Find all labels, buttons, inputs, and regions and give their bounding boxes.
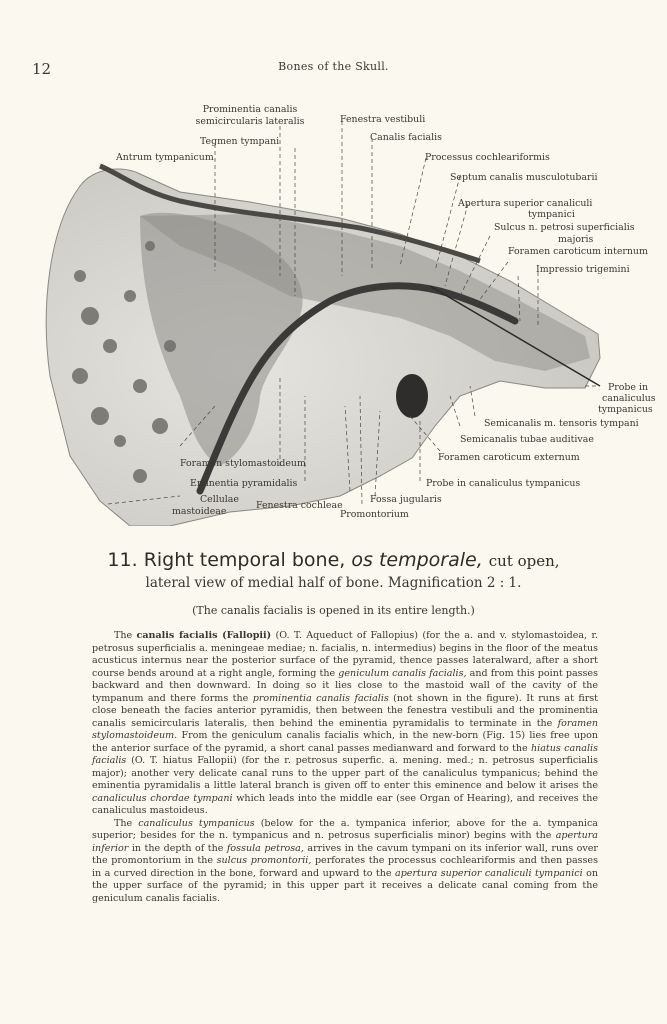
label-semicanalis-tubae: Semicanalis tubae auditivae: [460, 434, 594, 445]
label-semicanalis-m: Semicanalis m. tensoris tympani: [484, 418, 639, 429]
label-probe-canaliculus: Probe in canaliculus tympanicus: [426, 478, 581, 489]
running-header: Bones of the Skull.: [278, 60, 389, 73]
label-canalis-facialis: Canalis facialis: [370, 132, 442, 143]
label-prominentia-1: Prominentia canalis: [202, 104, 298, 115]
label-promontorium: Promontorium: [340, 509, 409, 520]
text-run: From the geniculum canalis facialis which, in the new-born (Fig. 15) lies free upon the anterior surface of the pyramid, a short canal passes medianward and forward to the: [92, 730, 598, 754]
label-foramen-caroticum-internum: Foramen caroticum internum: [508, 246, 648, 257]
text-run: perforates the processus cochleariformis and then passes in a curved direction in the bone, forward and upward to the: [92, 855, 598, 879]
text-run: in the depth of the: [128, 842, 227, 854]
label-mastoideae: mastoideae: [172, 506, 227, 517]
label-cellulae: Cellulae: [200, 494, 239, 505]
label-fenestra-cochleae: Fenestra cochleae: [256, 500, 343, 511]
text-run: on the upper surface of the pyramid; in this upper part it receives a delicate canal coming from the geniculum canalis facialis.: [92, 867, 599, 904]
term-canaliculus-tympanicus: canaliculus tympanicus: [138, 817, 255, 829]
term-apertura-inferior: apertura inferior: [92, 830, 598, 854]
label-probe-1: Probe in: [608, 382, 648, 393]
label-antrum-tympanicum: Antrum tympanicum: [116, 152, 214, 163]
page-number: 12: [32, 60, 52, 78]
label-fossa-jugularis: Fossa jugularis: [370, 494, 442, 505]
text-run: which leads into the middle ear (see Organ of Hearing), and receives the canaliculus mastoideus.: [92, 792, 598, 816]
fossa-jugularis-mark: [396, 374, 428, 418]
text-run: The: [114, 817, 139, 829]
figure-number: 11.: [107, 549, 138, 571]
label-impressio-trigemini: Impressio trigemini: [536, 264, 630, 275]
term-fossula-petrosa: fossula petrosa,: [226, 842, 304, 854]
text-run: and from this point passes backward and then downward. In doing so it lies close to the mastoid wall of the cavity of the tympanum and there forms the: [92, 667, 598, 704]
term-canaliculus-chordae: canaliculus chordae tympani: [92, 792, 233, 804]
caption-subtitle: lateral view of medial half of bone. Magnification 2 : 1.: [145, 575, 522, 591]
label-processus-cochleariformis: Processus cochleariformis: [425, 152, 550, 163]
text-run: (O. T. hiatus Fallopii) (for the r. petrosus superfic. a. mening. med.; n. petrosus superficialis major); another very delicate canal runs to the upper part of the canaliculus tympanicus; behind the eminentia pyramidalis a little lateral branch is given off to enter this eminence and below it arises the: [92, 755, 598, 791]
label-tegmen-tympani: Tegmen tympani: [200, 136, 280, 147]
label-apertura-1: Apertura superior canaliculi: [458, 198, 593, 209]
label-sulcus-2: majoris: [558, 234, 594, 245]
term-geniculum: geniculum canalis facialis,: [338, 667, 467, 679]
label-eminentia-pyramidalis: Eminentia pyramidalis: [190, 478, 298, 489]
label-foramen-caroticum-externum: Foramen caroticum externum: [438, 452, 580, 463]
figure-caption-title: [0, 549, 667, 571]
label-probe-3: tympanicus: [598, 404, 653, 415]
term-sulcus-promontorii: sulcus promontorii,: [216, 855, 312, 866]
label-probe-2: canaliculus: [602, 393, 656, 404]
label-prominentia-2: semicircularis lateralis: [195, 116, 305, 127]
label-septum: Septum canalis musculotubarii: [450, 172, 598, 183]
term-prominentia: prominentia canalis facialis: [252, 692, 389, 704]
text-run: arrives in the cavum tympani on its inferior wall, runs over the promontorium in the: [92, 842, 598, 866]
term-apertura-superior: apertura superior canaliculi tympanici: [395, 867, 583, 879]
label-apertura-2: tympanici: [528, 209, 575, 220]
text-run: (O. T. Aqueduct of Fallopius) (for the a. and v. stylomastoidea, r. petrosus superficialis a. meningeae mediae; n. facialis, n. intermedius) begins in the floor of the meatus acusticus internus near the posterior surface of the pyramid, thence passes lateralward, after a short course bends around at a right angle, forming the: [92, 630, 598, 679]
temporal-bone-figure: [40, 96, 656, 526]
label-sulcus-1: Sulcus n. petrosi superficialis: [494, 222, 635, 233]
paragraph-canalis-facialis: [92, 630, 598, 818]
label-foramen-stylomastoideum: Foramen stylomastoideum: [180, 458, 306, 469]
label-fenestra-vestibuli: Fenestra vestibuli: [340, 114, 426, 125]
text-run: The: [114, 630, 137, 641]
text-run: (not shown in the figure). It runs at first close beneath the facies anterior pyramidis, then between the fenestra vestibuli and the prominentia canalis semicircularis lateralis, then behind the eminentia pyramidalis to terminate in the: [92, 692, 598, 729]
caption-latin: os temporale,: [351, 549, 483, 571]
text-run: (below for the a. tympanica inferior, above for the a. tympanica superior; besides for the n. tympanicus and n. petrosus superficialis minor) begins with the: [92, 817, 598, 841]
term-hiatus: hiatus canalis facialis: [92, 742, 598, 766]
caption-heading: Right temporal bone,: [143, 549, 346, 571]
caption-note: (The canalis facialis is opened in its entire length.): [192, 604, 475, 617]
term-canalis-facialis: canalis facialis (Fallopii): [136, 630, 272, 641]
term-foramen-stylomastoideum: foramen stylomastoideum.: [92, 717, 598, 741]
body-text: [92, 630, 598, 905]
paragraph-canaliculus-tympanicus: [92, 818, 598, 906]
caption-rest: cut open,: [488, 552, 560, 570]
